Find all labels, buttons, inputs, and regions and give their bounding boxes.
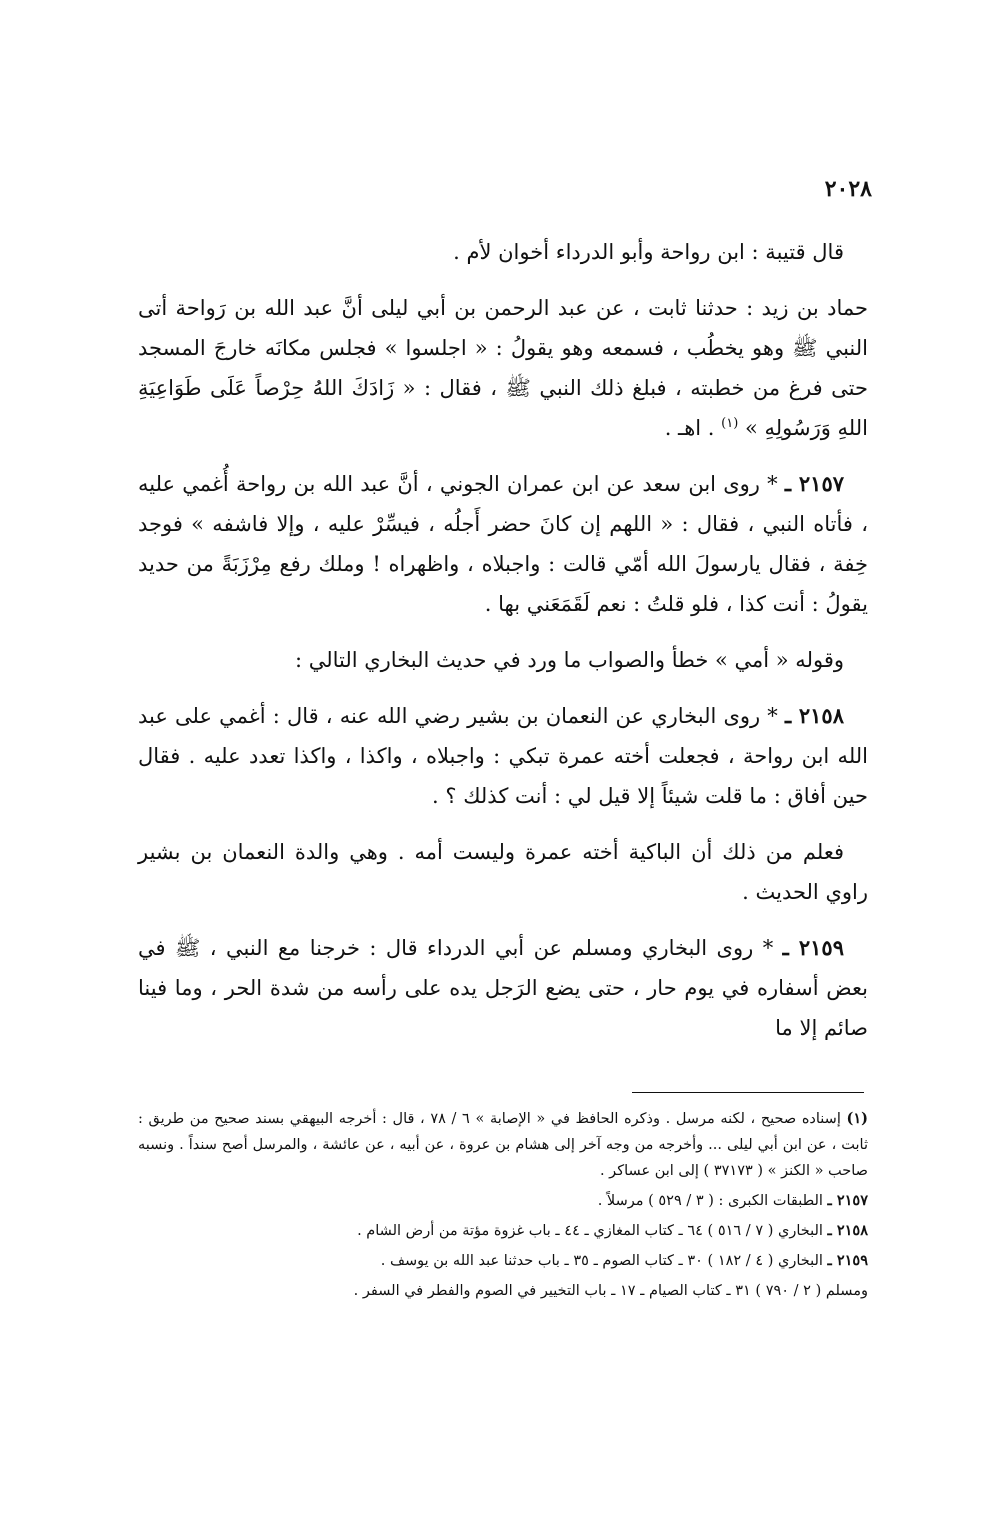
hadith-2158 — [138, 696, 868, 816]
footnote-1-number: (١) — [846, 1110, 869, 1127]
paragraph-comment: وقوله « أمي » خطأ والصواب ما ورد في حديث البخاري التالي : — [294, 648, 844, 672]
reference-2157-text: الطبقات الكبرى : ( ٣ / ٥٢٩ ) مرسلاً . — [597, 1193, 828, 1209]
page-number: ٢٠٢٨ — [824, 176, 872, 202]
hadith-2159 — [138, 928, 868, 1048]
paragraph-hammad-text: حماد بن زيد : حدثنا ثابت ، عن عبد الرحمن بن أبي ليلى أنَّ عبد الله بن رَواحة أتى النبي ﷺ وهو يخطُب ، فسمعه وهو يقولُ : « اجلسوا » فجلس مكانَه خارجَ المسجد حتى فرغ من خطبته ، فبلغ ذلك النبي ﷺ ، فقال : « زَادَكَ اللهُ حِرْصاً عَلَى طَوَاعِيَةِ اللهِ وَرَسُولِهِ » — [138, 296, 868, 440]
footnote-separator — [632, 1092, 864, 1093]
reference-2158-number: ٢١٥٨ ـ — [827, 1222, 868, 1239]
footnote-1-text: إسناده صحيح ، لكنه مرسل . وذكره الحافظ في « الإصابة » ٦ / ٧٨ ، قال : أخرجه البيهقي بسند صحيح من طريق : ثابت ، عن ابن أبي ليلى ... وأخرجه من وجه آخر إلى هشام بن عروة ، عن أبيه ، عن عائشة ، والمرسل أصح سنداً . ونسبه صاحب « الكنز » ( ٣٧١٧٣ ) إلى ابن عساكر . — [138, 1111, 868, 1179]
footnote-ref-1[interactable]: (١) — [721, 416, 739, 431]
hadith-2157-number: ٢١٥٧ ـ — [784, 471, 845, 496]
reference-2159-muslim: ومسلم ( ٢ / ٧٩٠ ) ٣١ ـ كتاب الصيام ـ ١٧ ـ باب التخيير في الصوم والفطر في السفر . — [353, 1283, 868, 1299]
reference-2158 — [138, 1218, 868, 1244]
paragraph-hammad-end: . اهـ . — [664, 416, 722, 440]
hadith-2158-text: * روى البخاري عن النعمان بن بشير رضي الله عنه ، قال : أغمي على عبد الله ابن رواحة ، فجعلت أخته عمرة تبكي : واجبلاه ، واكذا ، واكذا تعدد عليه . فقال حين أفاق : ما قلت شيئاً إلا قيل لي : أنت كذلك ؟ . — [138, 704, 868, 808]
reference-2158-text: البخاري ( ٧ / ٥١٦ ) ٦٤ ـ كتاب المغازي ـ ٤٤ ـ باب غزوة مؤتة من أرض الشام . — [357, 1223, 828, 1239]
footnotes — [138, 1106, 868, 1308]
hadith-2159-text: * روى البخاري ومسلم عن أبي الدرداء قال : خرجنا مع النبي ، ﷺ في بعض أسفاره في يوم حار ، حتى يضع الرَجل يده على رأسه من شدة الحر ، وما فينا صائم إلا ما — [138, 936, 868, 1040]
reference-2159-text: البخاري ( ٤ / ١٨٢ ) ٣٠ ـ كتاب الصوم ـ ٣٥ ـ باب حدثنا عبد الله بن يوسف . — [380, 1253, 828, 1269]
main-text — [138, 232, 868, 1064]
hadith-2157 — [138, 464, 868, 624]
reference-2157 — [138, 1188, 868, 1214]
hadith-2157-text: * روى ابن سعد عن ابن عمران الجوني ، أنَّ عبد الله بن رواحة أُغمي عليه ، فأتاه النبي ، فقال : « اللهم إن كانَ حضر أَجلُه ، فيسِّرْ عليه ، وإلا فاشفه » فوجد خِفة ، فقال يارسولَ الله أمّي قالت : واجبلاه ، واظهراه ! وملك رفع مِرْزَبَةً من حديد يقولُ : أنت كذا ، فلو قلتُ : نعم لَقَمَعَني بها . — [138, 472, 868, 616]
hadith-2158-number: ٢١٥٨ ـ — [784, 703, 844, 728]
hadith-2159-number: ٢١٥٩ ـ — [782, 935, 844, 960]
footnote-1 — [138, 1106, 868, 1184]
reference-2157-number: ٢١٥٧ ـ — [827, 1192, 868, 1209]
paragraph-hammad — [138, 288, 868, 448]
reference-2159 — [138, 1248, 868, 1274]
paragraph-qutayba: قال قتيبة : ابن رواحة وأبو الدرداء أخوان لأم . — [453, 240, 844, 264]
reference-2159-number: ٢١٥٩ ـ — [827, 1252, 868, 1269]
paragraph-conclusion: فعلم من ذلك أن الباكية أخته عمرة وليست أمه . وهي والدة النعمان بن بشير راوي الحديث . — [138, 840, 868, 904]
